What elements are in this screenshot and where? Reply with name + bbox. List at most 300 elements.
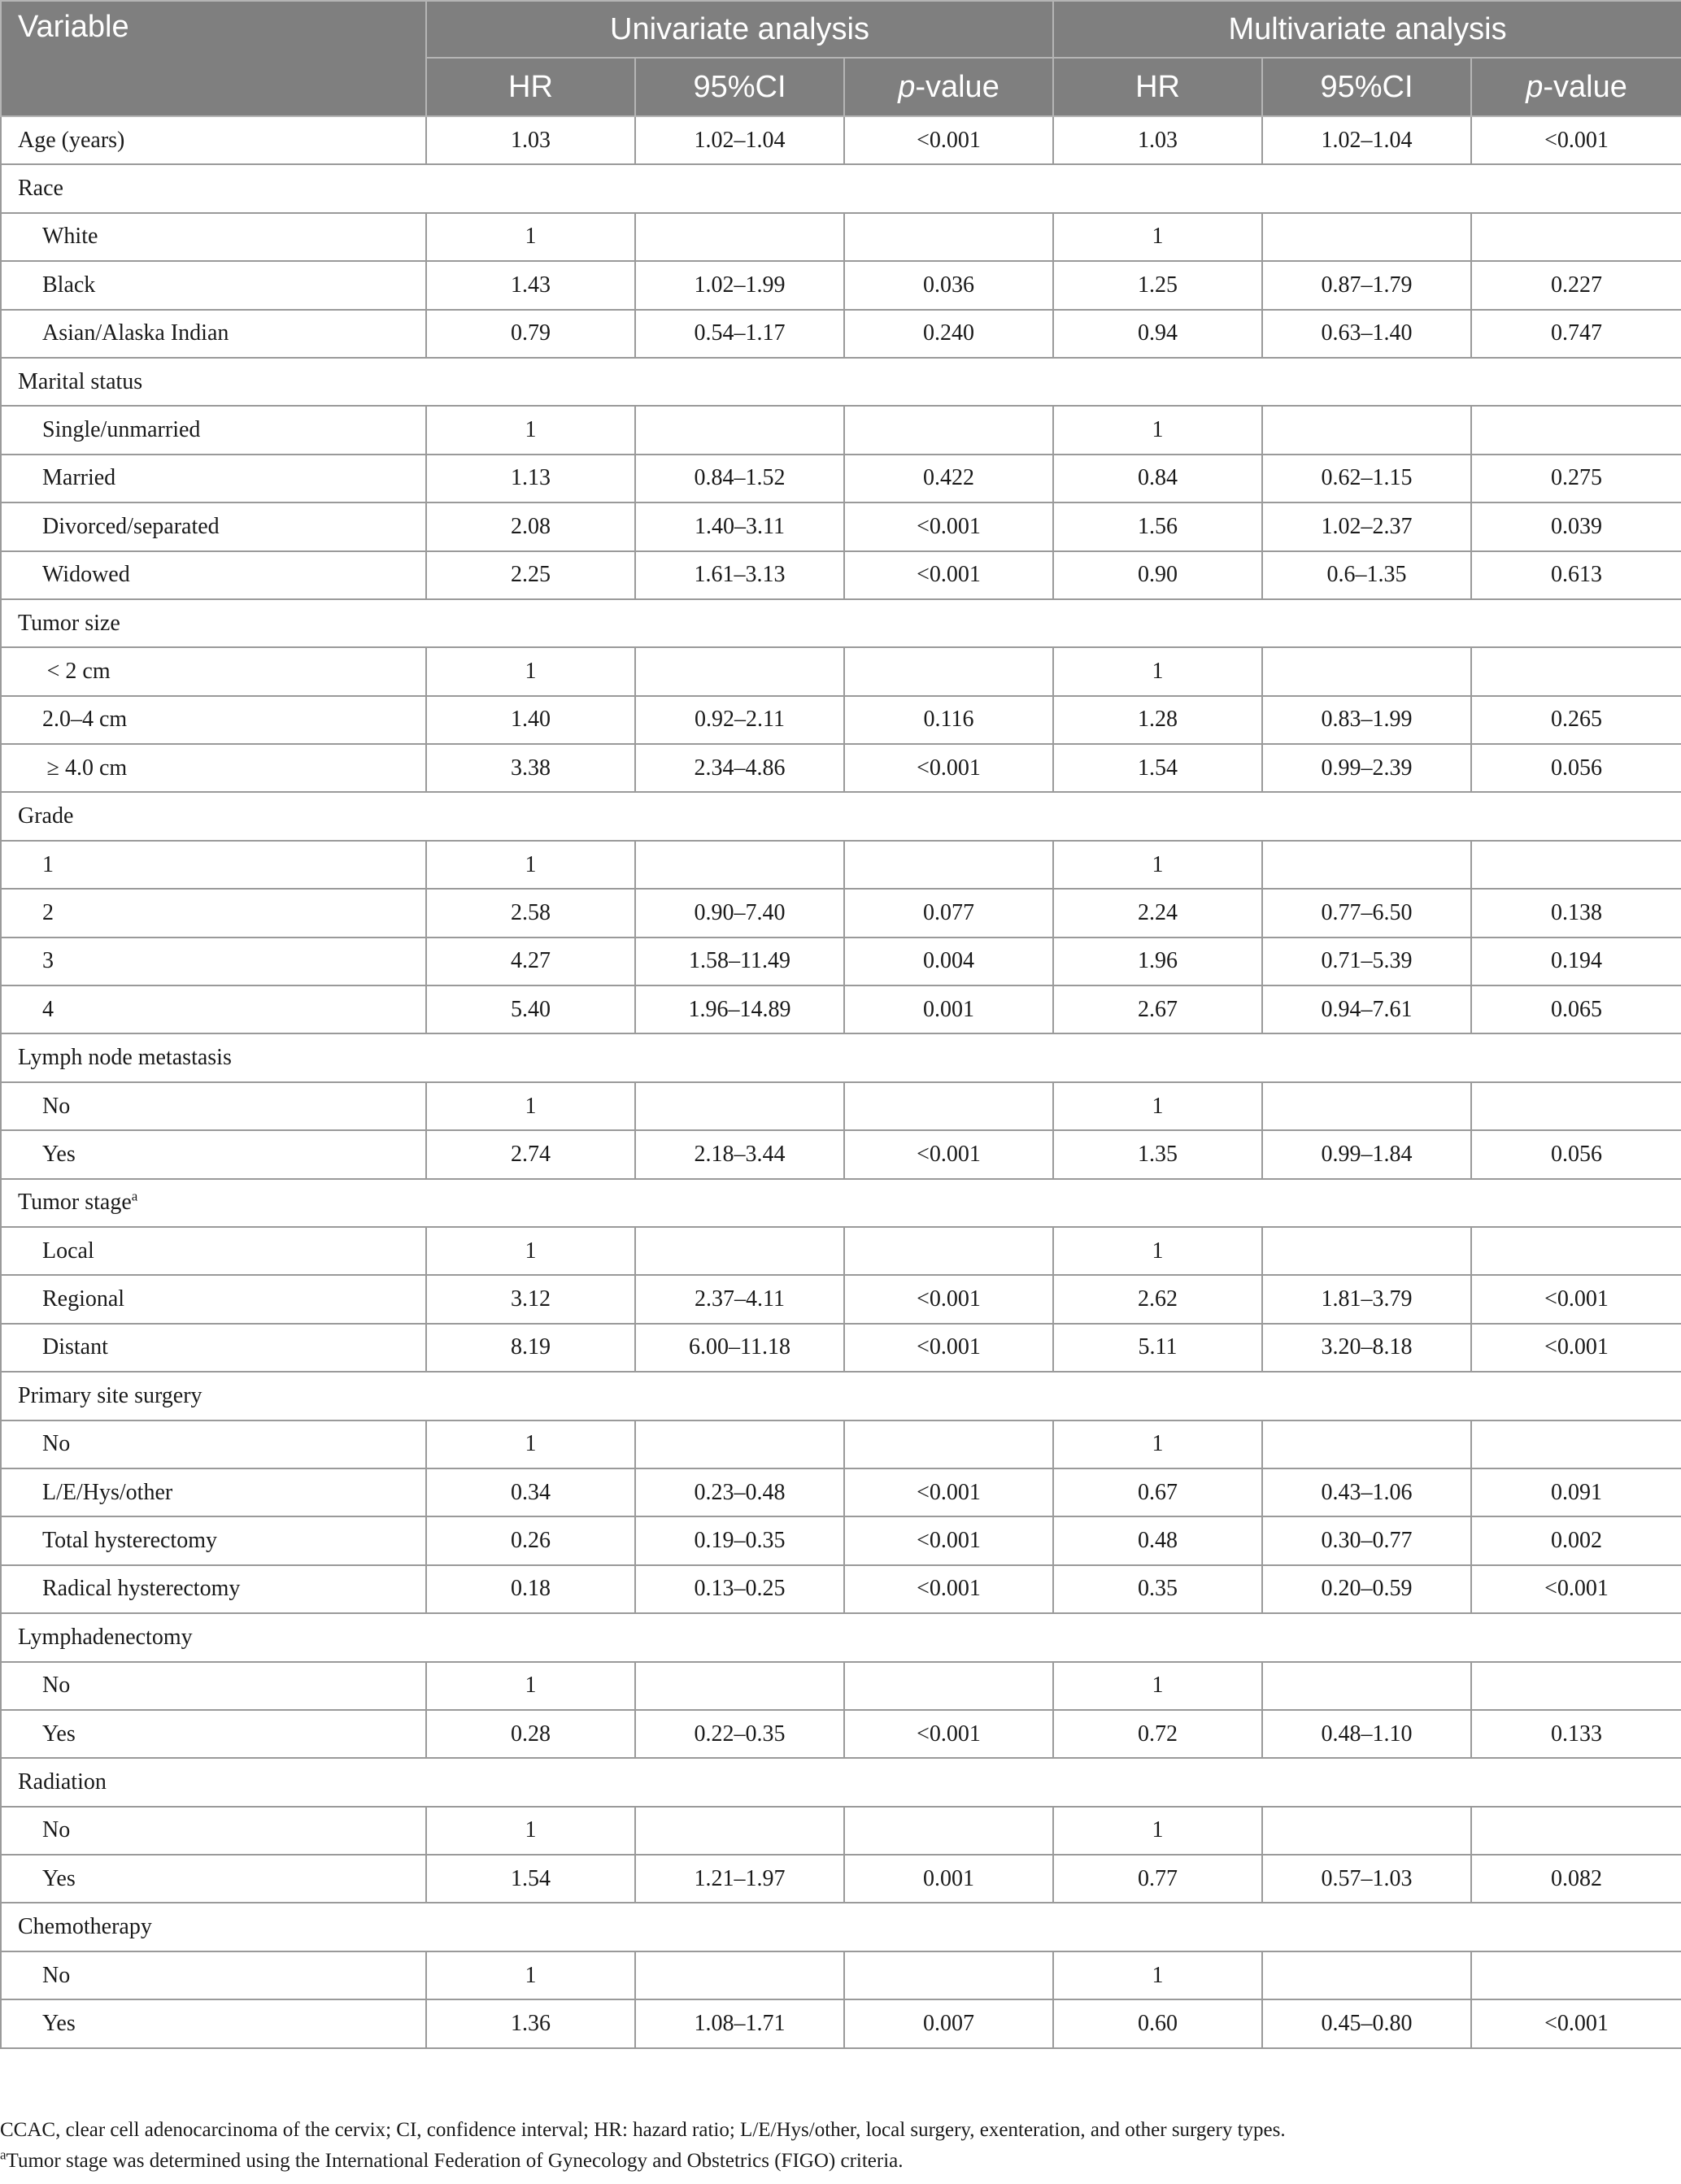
multi-ci-cell: 0.99–2.39	[1262, 744, 1471, 792]
variable-label: Black	[1, 261, 426, 309]
uni-hr-cell: 1	[426, 1227, 635, 1275]
p-suffix: -value	[1543, 69, 1627, 104]
uni-ci-cell: 1.61–3.13	[635, 551, 844, 599]
uni-hr-cell: 1	[426, 1807, 635, 1855]
multi-hr-cell: 1.56	[1053, 502, 1262, 550]
uni-hr-cell: 1.54	[426, 1855, 635, 1903]
section-filler	[426, 792, 1681, 840]
uni-ci-header: 95%CI	[635, 58, 844, 116]
uni-hr-cell: 1.13	[426, 455, 635, 502]
uni-pvalue-cell: 0.116	[844, 696, 1053, 744]
uni-pvalue-cell: 0.001	[844, 985, 1053, 1033]
uni-pvalue-cell: <0.001	[844, 1565, 1053, 1613]
section-label	[1, 358, 426, 406]
multi-ci-cell: 0.43–1.06	[1262, 1468, 1471, 1516]
multi-hr-cell: 1.03	[1053, 116, 1262, 164]
multi-pvalue-cell	[1471, 406, 1681, 454]
multi-pvalue-cell: 0.082	[1471, 1855, 1681, 1903]
uni-pvalue-cell: <0.001	[844, 1710, 1053, 1758]
uni-pvalue-cell: 0.004	[844, 938, 1053, 985]
multi-hr-cell: 1	[1053, 1951, 1262, 1999]
multi-hr-cell: 1	[1053, 1807, 1262, 1855]
uni-ci-cell: 1.02–1.04	[635, 116, 844, 164]
multi-ci-cell: 3.20–8.18	[1262, 1324, 1471, 1372]
p-italic: p	[1526, 69, 1544, 104]
multi-ci-cell: 0.30–0.77	[1262, 1516, 1471, 1564]
section-filler	[426, 1903, 1681, 1951]
multi-hr-cell: 1.96	[1053, 938, 1262, 985]
section-filler	[426, 1179, 1681, 1227]
multi-ci-cell	[1262, 647, 1471, 695]
section-filler	[426, 1613, 1681, 1661]
multi-hr-cell: 1	[1053, 1227, 1262, 1275]
uni-hr-cell: 0.26	[426, 1516, 635, 1564]
uni-hr-cell: 3.38	[426, 744, 635, 792]
uni-pvalue-cell: <0.001	[844, 744, 1053, 792]
variable-label: No	[1, 1082, 426, 1130]
multi-pvalue-cell: 0.091	[1471, 1468, 1681, 1516]
variable-label: < 2 cm	[1, 647, 426, 695]
variable-label: Widowed	[1, 551, 426, 599]
uni-pvalue-cell: <0.001	[844, 502, 1053, 550]
multi-pvalue-cell	[1471, 1807, 1681, 1855]
table-row	[1, 1227, 1681, 1275]
multi-ci-header: 95%CI	[1262, 58, 1471, 116]
multi-pvalue-cell	[1471, 1951, 1681, 1999]
uni-pvalue-cell	[844, 406, 1053, 454]
section-label-text: Lymph node metastasis	[18, 1045, 232, 1071]
uni-ci-cell	[635, 1082, 844, 1130]
section-label	[1, 1758, 426, 1806]
uni-hr-cell: 3.12	[426, 1275, 635, 1323]
section-label	[1, 1613, 426, 1661]
multi-ci-cell	[1262, 1227, 1471, 1275]
table-row	[1, 1324, 1681, 1372]
variable-label: Yes	[1, 1855, 426, 1903]
multi-pvalue-cell: 0.039	[1471, 502, 1681, 550]
table-footnotes	[0, 2115, 1681, 2177]
uni-ci-cell: 0.90–7.40	[635, 889, 844, 937]
table-row	[1, 1662, 1681, 1710]
multi-pvalue-cell: <0.001	[1471, 1999, 1681, 2047]
uni-ci-cell: 6.00–11.18	[635, 1324, 844, 1372]
multi-pvalue-cell	[1471, 1227, 1681, 1275]
uni-hr-cell: 0.28	[426, 1710, 635, 1758]
section-filler	[426, 599, 1681, 647]
multi-hr-cell: 0.90	[1053, 551, 1262, 599]
variable-label: Single/unmarried	[1, 406, 426, 454]
uni-hr-header: HR	[426, 58, 635, 116]
multi-hr-cell: 2.24	[1053, 889, 1262, 937]
multi-ci-cell: 0.20–0.59	[1262, 1565, 1471, 1613]
uni-hr-cell: 2.74	[426, 1130, 635, 1178]
multi-hr-cell: 0.67	[1053, 1468, 1262, 1516]
table-row	[1, 1999, 1681, 2047]
abbreviations-footnote: CCAC, clear cell adenocarcinoma of the cervix; CI, confidence interval; HR: hazard ratio; L/E/Hys/other, local surgery, exenteration, and other surgery types.	[0, 2119, 1286, 2141]
multi-ci-cell: 0.83–1.99	[1262, 696, 1471, 744]
multi-ci-cell: 0.63–1.40	[1262, 310, 1471, 358]
uni-ci-cell: 1.40–3.11	[635, 502, 844, 550]
uni-hr-cell: 1	[426, 1082, 635, 1130]
variable-label: Divorced/separated	[1, 502, 426, 550]
section-label	[1, 164, 426, 212]
uni-ci-cell: 2.37–4.11	[635, 1275, 844, 1323]
multi-pvalue-cell	[1471, 1082, 1681, 1130]
uni-ci-cell: 2.18–3.44	[635, 1130, 844, 1178]
uni-pvalue-cell: 0.036	[844, 261, 1053, 309]
uni-ci-cell: 0.54–1.17	[635, 310, 844, 358]
uni-ci-cell	[635, 1420, 844, 1468]
multi-hr-cell: 1	[1053, 213, 1262, 261]
multi-hr-cell: 1	[1053, 1420, 1262, 1468]
uni-hr-cell: 1.03	[426, 116, 635, 164]
uni-pvalue-cell	[844, 1951, 1053, 1999]
variable-label: 2	[1, 889, 426, 937]
uni-pvalue-cell: <0.001	[844, 1468, 1053, 1516]
multi-pvalue-cell: 0.133	[1471, 1710, 1681, 1758]
variable-label: No	[1, 1951, 426, 1999]
uni-ci-cell: 1.96–14.89	[635, 985, 844, 1033]
multi-ci-cell: 0.6–1.35	[1262, 551, 1471, 599]
uni-pvalue-cell: 0.240	[844, 310, 1053, 358]
multi-hr-cell: 1	[1053, 841, 1262, 889]
multi-ci-cell	[1262, 1082, 1471, 1130]
multi-ci-cell: 0.94–7.61	[1262, 985, 1471, 1033]
multi-pvalue-cell: <0.001	[1471, 116, 1681, 164]
table-row	[1, 889, 1681, 937]
multi-hr-cell: 0.77	[1053, 1855, 1262, 1903]
multi-ci-cell: 0.62–1.15	[1262, 455, 1471, 502]
multi-ci-cell	[1262, 1951, 1471, 1999]
multi-ci-cell: 1.02–2.37	[1262, 502, 1471, 550]
multi-pvalue-cell: <0.001	[1471, 1324, 1681, 1372]
section-row	[1, 358, 1681, 406]
uni-ci-cell	[635, 647, 844, 695]
multi-hr-cell: 5.11	[1053, 1324, 1262, 1372]
multi-hr-cell: 0.84	[1053, 455, 1262, 502]
uni-pvalue-cell	[844, 647, 1053, 695]
variable-column-header: Variable	[1, 1, 426, 116]
multi-hr-cell: 1.54	[1053, 744, 1262, 792]
uni-hr-cell: 5.40	[426, 985, 635, 1033]
table-row	[1, 1951, 1681, 1999]
multi-ci-cell	[1262, 841, 1471, 889]
multi-hr-cell: 1.35	[1053, 1130, 1262, 1178]
variable-label: Regional	[1, 1275, 426, 1323]
uni-hr-cell: 1	[426, 406, 635, 454]
uni-ci-cell	[635, 406, 844, 454]
uni-ci-cell	[635, 841, 844, 889]
p-suffix: -value	[915, 69, 999, 104]
table-row	[1, 744, 1681, 792]
section-label	[1, 1179, 426, 1227]
table-row	[1, 696, 1681, 744]
section-row	[1, 164, 1681, 212]
table-row	[1, 1565, 1681, 1613]
multi-pvalue-cell: 0.275	[1471, 455, 1681, 502]
uni-hr-cell: 1.43	[426, 261, 635, 309]
p-italic: p	[898, 69, 916, 104]
section-row	[1, 1903, 1681, 1951]
uni-pvalue-cell: 0.077	[844, 889, 1053, 937]
multi-hr-cell: 0.60	[1053, 1999, 1262, 2047]
uni-hr-cell: 2.25	[426, 551, 635, 599]
section-label-text: Tumor stage	[18, 1190, 132, 1216]
table-row	[1, 455, 1681, 502]
multi-pvalue-cell	[1471, 213, 1681, 261]
variable-label: 4	[1, 985, 426, 1033]
section-filler	[426, 1758, 1681, 1806]
uni-hr-cell: 1	[426, 1420, 635, 1468]
multi-ci-cell: 0.48–1.10	[1262, 1710, 1471, 1758]
multi-ci-cell	[1262, 1662, 1471, 1710]
multi-ci-cell	[1262, 1807, 1471, 1855]
table-row	[1, 1420, 1681, 1468]
uni-pvalue-cell: <0.001	[844, 1516, 1053, 1564]
variable-label: Distant	[1, 1324, 426, 1372]
table-row	[1, 1516, 1681, 1564]
uni-ci-cell: 0.13–0.25	[635, 1565, 844, 1613]
multi-pvalue-cell: 0.056	[1471, 1130, 1681, 1178]
section-label	[1, 1033, 426, 1081]
multi-hr-cell: 0.48	[1053, 1516, 1262, 1564]
variable-label: Asian/Alaska Indian	[1, 310, 426, 358]
uni-ci-cell: 0.92–2.11	[635, 696, 844, 744]
uni-ci-cell: 1.21–1.97	[635, 1855, 844, 1903]
multi-pvalue-cell	[1471, 841, 1681, 889]
uni-ci-cell: 0.22–0.35	[635, 1710, 844, 1758]
multi-pvalue-cell	[1471, 1420, 1681, 1468]
multi-hr-cell: 1.28	[1053, 696, 1262, 744]
multi-pvalue-cell: 0.747	[1471, 310, 1681, 358]
variable-label: L/E/Hys/other	[1, 1468, 426, 1516]
uni-pvalue-cell: 0.001	[844, 1855, 1053, 1903]
multi-pvalue-cell	[1471, 1662, 1681, 1710]
uni-hr-cell: 1.36	[426, 1999, 635, 2047]
uni-hr-cell: 1	[426, 841, 635, 889]
table-row	[1, 1468, 1681, 1516]
uni-pvalue-cell: <0.001	[844, 1130, 1053, 1178]
uni-pvalue-cell: 0.007	[844, 1999, 1053, 2047]
uni-hr-cell: 0.34	[426, 1468, 635, 1516]
section-label-text: Primary site surgery	[18, 1382, 203, 1408]
uni-ci-cell	[635, 1662, 844, 1710]
table-header	[1, 1, 1681, 116]
uni-pvalue-cell: <0.001	[844, 1324, 1053, 1372]
section-label	[1, 599, 426, 647]
multi-hr-cell: 2.67	[1053, 985, 1262, 1033]
multi-pvalue-cell: 0.138	[1471, 889, 1681, 937]
variable-label: No	[1, 1662, 426, 1710]
uni-pvalue-cell	[844, 213, 1053, 261]
uni-ci-cell: 0.84–1.52	[635, 455, 844, 502]
uni-pvalue-cell: 0.422	[844, 455, 1053, 502]
uni-pvalue-cell	[844, 1662, 1053, 1710]
multi-pvalue-cell: 0.056	[1471, 744, 1681, 792]
table-row	[1, 1855, 1681, 1903]
multi-ci-cell	[1262, 406, 1471, 454]
uni-hr-cell: 0.18	[426, 1565, 635, 1613]
multi-pvalue-cell: 0.194	[1471, 938, 1681, 985]
uni-hr-cell: 1	[426, 647, 635, 695]
multi-hr-header: HR	[1053, 58, 1262, 116]
variable-label: Total hysterectomy	[1, 1516, 426, 1564]
multi-pvalue-cell: 0.265	[1471, 696, 1681, 744]
variable-label: Local	[1, 1227, 426, 1275]
section-label-text: Race	[18, 176, 63, 202]
uni-ci-cell: 1.08–1.71	[635, 1999, 844, 2047]
uni-hr-cell: 4.27	[426, 938, 635, 985]
variable-label: Radical hysterectomy	[1, 1565, 426, 1613]
table-row	[1, 1082, 1681, 1130]
tumor-stage-footnote-text: Tumor stage was determined using the International Federation of Gynecology and Obstetrics (FIGO) criteria.	[6, 2150, 904, 2172]
uni-ci-cell	[635, 1951, 844, 1999]
multivariate-group-header: Multivariate analysis	[1053, 1, 1681, 58]
table-row	[1, 1130, 1681, 1178]
univariate-group-header: Univariate analysis	[426, 1, 1053, 58]
uni-hr-cell: 8.19	[426, 1324, 635, 1372]
variable-label: ≥ 4.0 cm	[1, 744, 426, 792]
multi-pvalue-cell: <0.001	[1471, 1565, 1681, 1613]
table-row	[1, 1275, 1681, 1323]
multi-hr-cell: 1	[1053, 1662, 1262, 1710]
multi-hr-cell: 1	[1053, 406, 1262, 454]
multi-pvalue-cell: 0.002	[1471, 1516, 1681, 1564]
table-row	[1, 841, 1681, 889]
multi-ci-cell: 0.57–1.03	[1262, 1855, 1471, 1903]
multi-pvalue-cell: <0.001	[1471, 1275, 1681, 1323]
multi-hr-cell: 1.25	[1053, 261, 1262, 309]
section-filler	[426, 1372, 1681, 1420]
uni-hr-cell: 1	[426, 213, 635, 261]
section-row	[1, 1372, 1681, 1420]
table-row	[1, 1710, 1681, 1758]
multi-ci-cell: 0.71–5.39	[1262, 938, 1471, 985]
uni-hr-cell: 0.79	[426, 310, 635, 358]
section-row	[1, 599, 1681, 647]
table-row	[1, 1807, 1681, 1855]
multi-ci-cell: 1.02–1.04	[1262, 116, 1471, 164]
table-row	[1, 261, 1681, 309]
uni-ci-cell: 1.02–1.99	[635, 261, 844, 309]
uni-ci-cell	[635, 1807, 844, 1855]
multi-hr-cell: 0.72	[1053, 1710, 1262, 1758]
multi-hr-cell: 0.94	[1053, 310, 1262, 358]
table-row	[1, 116, 1681, 164]
table-row	[1, 406, 1681, 454]
uni-pvalue-cell	[844, 1082, 1053, 1130]
section-filler	[426, 1033, 1681, 1081]
uni-ci-cell: 0.23–0.48	[635, 1468, 844, 1516]
multi-ci-cell: 1.81–3.79	[1262, 1275, 1471, 1323]
variable-label: 1	[1, 841, 426, 889]
section-row	[1, 1179, 1681, 1227]
section-label	[1, 792, 426, 840]
section-row	[1, 1758, 1681, 1806]
multi-pvalue-header	[1471, 58, 1681, 116]
variable-label: No	[1, 1807, 426, 1855]
footnote-marker: a	[0, 2147, 7, 2163]
section-label-text: Radiation	[18, 1769, 107, 1795]
section-label	[1, 1903, 426, 1951]
multi-hr-cell: 1	[1053, 1082, 1262, 1130]
multi-hr-cell: 1	[1053, 647, 1262, 695]
uni-pvalue-cell	[844, 841, 1053, 889]
multi-ci-cell	[1262, 1420, 1471, 1468]
tumor-stage-footnote	[0, 2146, 1681, 2177]
table-row	[1, 551, 1681, 599]
uni-ci-cell: 1.58–11.49	[635, 938, 844, 985]
uni-hr-cell: 2.08	[426, 502, 635, 550]
variable-label: Yes	[1, 1130, 426, 1178]
multi-ci-cell: 0.77–6.50	[1262, 889, 1471, 937]
uni-ci-cell	[635, 1227, 844, 1275]
table-row	[1, 213, 1681, 261]
multi-pvalue-cell: 0.613	[1471, 551, 1681, 599]
uni-pvalue-header	[844, 58, 1053, 116]
uni-hr-cell: 2.58	[426, 889, 635, 937]
multi-hr-cell: 2.62	[1053, 1275, 1262, 1323]
uni-ci-cell: 0.19–0.35	[635, 1516, 844, 1564]
section-label-text: Chemotherapy	[18, 1914, 152, 1940]
uni-pvalue-cell	[844, 1420, 1053, 1468]
section-filler	[426, 358, 1681, 406]
variable-label: White	[1, 213, 426, 261]
table-row	[1, 938, 1681, 985]
multi-pvalue-cell: 0.227	[1471, 261, 1681, 309]
uni-pvalue-cell	[844, 1807, 1053, 1855]
section-row	[1, 1033, 1681, 1081]
section-label	[1, 1372, 426, 1420]
section-label-text: Marital status	[18, 368, 143, 394]
multi-pvalue-cell	[1471, 647, 1681, 695]
variable-label: Married	[1, 455, 426, 502]
multi-pvalue-cell: 0.065	[1471, 985, 1681, 1033]
uni-hr-cell: 1	[426, 1662, 635, 1710]
uni-hr-cell: 1.40	[426, 696, 635, 744]
table-row	[1, 647, 1681, 695]
section-row	[1, 792, 1681, 840]
table-row	[1, 985, 1681, 1033]
uni-ci-cell: 2.34–4.86	[635, 744, 844, 792]
table-row	[1, 502, 1681, 550]
uni-pvalue-cell	[844, 1227, 1053, 1275]
multi-ci-cell	[1262, 213, 1471, 261]
section-label-text: Lymphadenectomy	[18, 1624, 193, 1650]
variable-label: Yes	[1, 1999, 426, 2047]
multi-ci-cell: 0.99–1.84	[1262, 1130, 1471, 1178]
uni-hr-cell: 1	[426, 1951, 635, 1999]
section-label-text: Tumor size	[18, 610, 120, 636]
multi-ci-cell: 0.45–0.80	[1262, 1999, 1471, 2047]
section-filler	[426, 164, 1681, 212]
section-row	[1, 1613, 1681, 1661]
section-label-text: Grade	[18, 803, 74, 829]
variable-label: Age (years)	[1, 116, 426, 164]
table-body	[1, 116, 1681, 2048]
variable-label: 3	[1, 938, 426, 985]
uni-pvalue-cell: <0.001	[844, 116, 1053, 164]
uni-pvalue-cell: <0.001	[844, 551, 1053, 599]
uni-ci-cell	[635, 213, 844, 261]
uni-pvalue-cell: <0.001	[844, 1275, 1053, 1323]
variable-label: 2.0–4 cm	[1, 696, 426, 744]
variable-label: Yes	[1, 1710, 426, 1758]
multi-ci-cell: 0.87–1.79	[1262, 261, 1471, 309]
multi-hr-cell: 0.35	[1053, 1565, 1262, 1613]
footnote-marker: a	[131, 1188, 138, 1204]
table-row	[1, 310, 1681, 358]
